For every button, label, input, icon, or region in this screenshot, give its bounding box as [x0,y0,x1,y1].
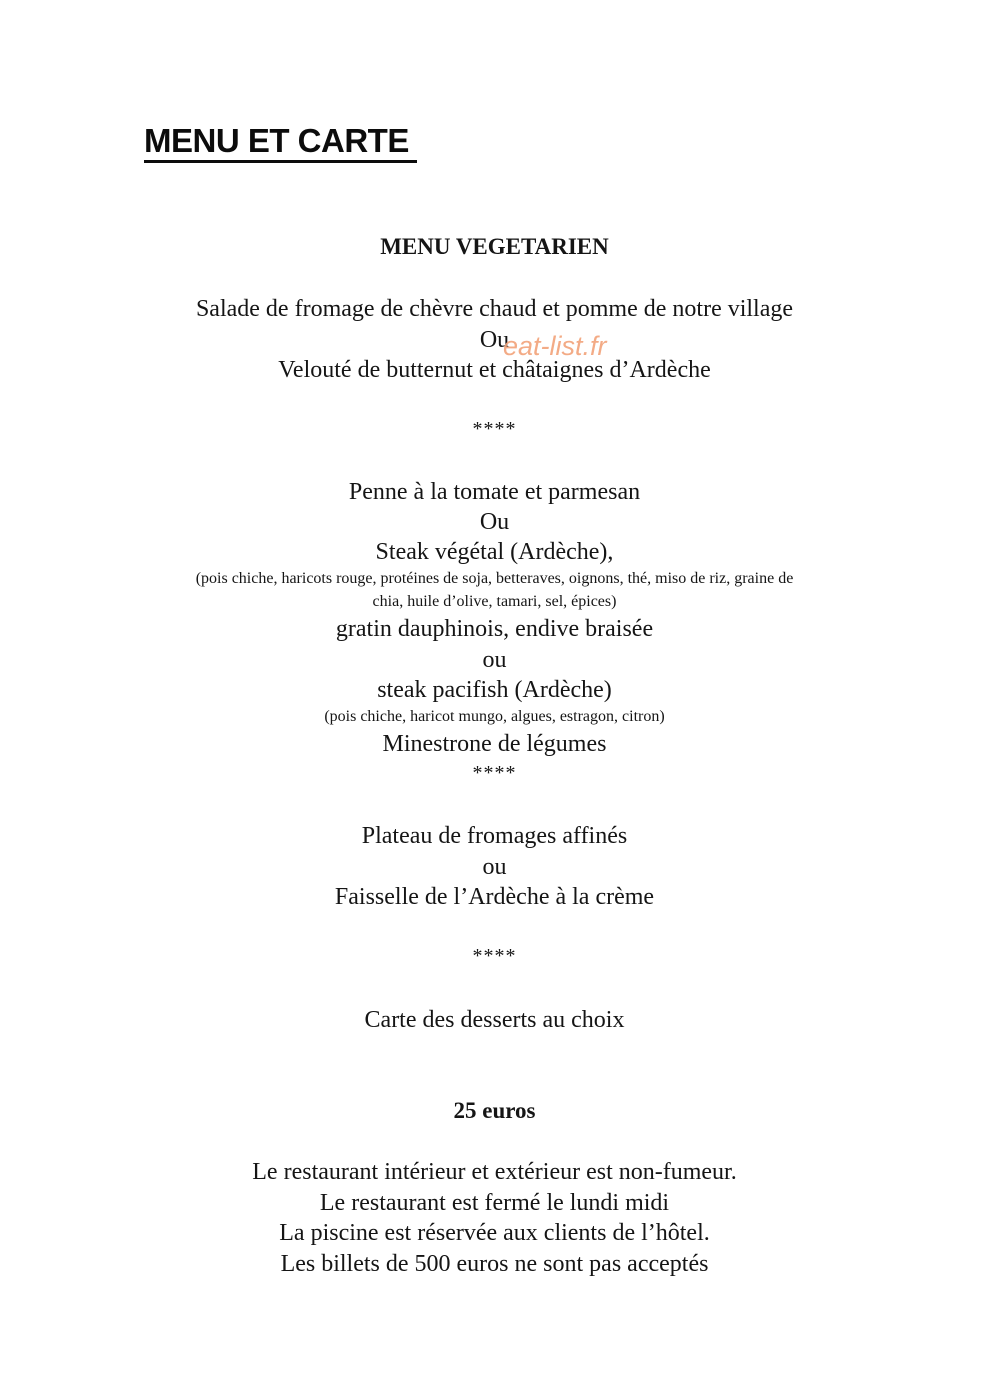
watermark-logo: eat-list.fr [503,331,607,361]
main-option-3: steak pacifish (Ardèche) [377,677,612,703]
cheese-separator: ou [482,854,507,880]
starter-option-2: Velouté de butternut et châtaignes d’Ardèche [278,357,711,383]
main-separator-2: ou [482,647,507,673]
section-divider-2: **** [472,762,517,784]
notice-4: Les billets de 500 euros ne sont pas acceptés [280,1251,709,1277]
main-option-2-side: gratin dauphinois, endive braisée [335,616,654,642]
notice-3: La piscine est réservée aux clients de l’hôtel. [279,1220,710,1246]
main-option-2-detail-1: (pois chiche, haricots rouge, protéines de soja, betteraves, oignons, thé, miso de riz, graine de [195,570,794,587]
starter-separator: Ou [479,327,510,353]
main-option-3-detail: (pois chiche, haricot mungo, algues, estragon, citron) [324,708,665,725]
cheese-option-2: Faisselle de l’Ardèche à la crème [334,884,655,910]
starter-option-1: Salade de fromage de chèvre chaud et pomme de notre village [195,296,794,322]
main-option-2: Steak végétal (Ardèche), [375,539,614,565]
notice-1: Le restaurant intérieur et extérieur est non-fumeur. [252,1159,737,1185]
main-option-2-detail-2: chia, huile d’olive, tamari, sel, épices) [372,593,617,610]
main-separator-1: Ou [479,509,510,535]
menu-price: 25 euros [453,1098,536,1123]
section-divider-3: **** [472,945,517,967]
section-divider-1: **** [472,418,517,440]
dessert-line: Carte des desserts au choix [364,1007,625,1033]
page-title: MENU ET CARTE [144,122,417,163]
notice-2: Le restaurant est fermé le lundi midi [319,1190,670,1216]
cheese-option-1: Plateau de fromages affinés [361,823,628,849]
main-option-1: Penne à la tomate et parmesan [348,479,641,505]
main-option-3-side: Minestrone de légumes [382,731,607,757]
menu-title: MENU VEGETARIEN [380,234,609,259]
